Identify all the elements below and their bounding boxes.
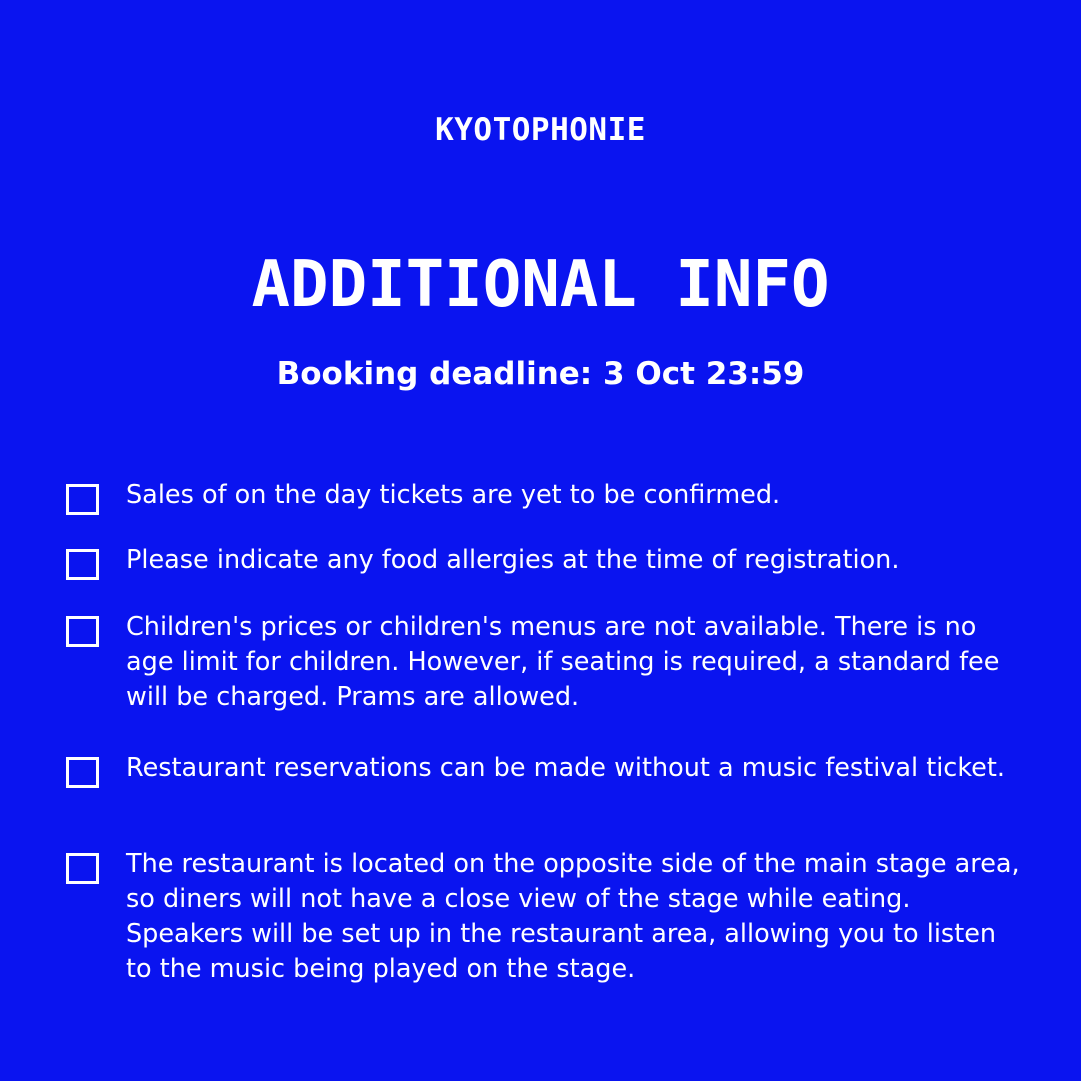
- checklist-item-text: Please indicate any food allergies at the time of registration.: [126, 545, 900, 575]
- page-title: ADDITIONAL INFO: [251, 248, 830, 322]
- brand-logo: KYOTOPHONIE: [435, 112, 646, 148]
- checkbox[interactable]: [66, 549, 99, 580]
- checklist-item-text: The restaurant is located on the opposite side of the main stage area, so diners will not have a close view of the stage while eating. Speakers will be set up in the restaurant area, allowing you to listen to the music being played on the stage.: [126, 849, 1020, 984]
- checkbox[interactable]: [66, 484, 99, 515]
- checklist-item-text: Sales of on the day tickets are yet to be confirmed.: [126, 480, 781, 510]
- checkbox[interactable]: [66, 616, 99, 647]
- checkbox[interactable]: [66, 757, 99, 788]
- checklist-item-text: Restaurant reservations can be made without a music festival ticket.: [126, 753, 1005, 783]
- checklist-item-text: Children's prices or children's menus are not available. There is no age limit for children. However, if seating is required, a standard fee will be charged. Prams are allowed.: [126, 612, 1000, 712]
- booking-deadline: Booking deadline: 3 Oct 23:59: [276, 356, 805, 392]
- checkbox[interactable]: [66, 853, 99, 884]
